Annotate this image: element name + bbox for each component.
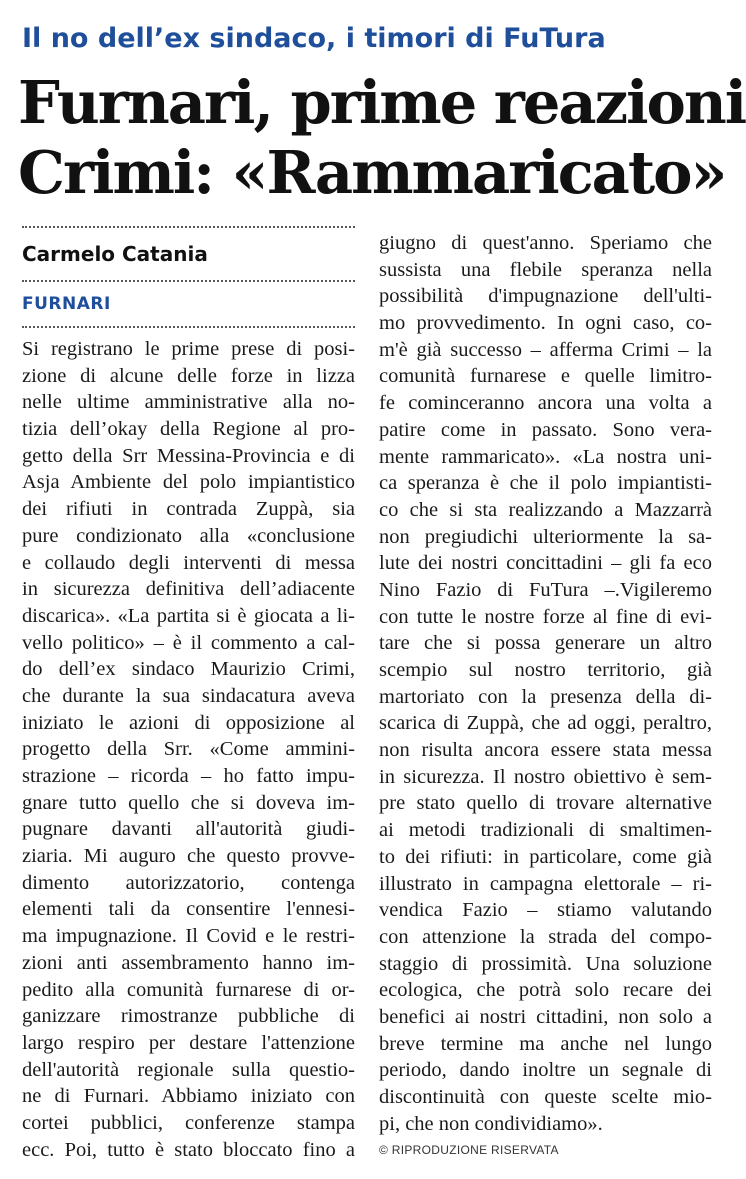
body-line: Asja Ambiente del polo impiantistico bbox=[22, 471, 355, 494]
body-line: nelle ultime amministrative alla no- bbox=[22, 391, 355, 414]
article-body-left bbox=[22, 336, 355, 1163]
body-line: largo respiro per destare l'attenzione bbox=[22, 1031, 355, 1054]
dateline: FURNARI bbox=[22, 294, 111, 314]
body-line: Si registrano le prime prese di posi- bbox=[22, 338, 355, 360]
kicker: Il no dell’ex sindaco, i timori di FuTura bbox=[22, 23, 606, 54]
body-line: pedito alla comunità furnarese di or- bbox=[22, 978, 355, 1001]
body-line: co che si sta realizzando a Mazzarrà bbox=[379, 498, 712, 521]
body-line: vendica Fazio – stiamo valutando bbox=[379, 899, 712, 922]
body-line: cortei pubblici, conferenze stampa bbox=[22, 1111, 355, 1134]
body-line: getto della Srr Messina-Provincia e di bbox=[22, 444, 355, 467]
body-line: pure condizionato alla «conclusione bbox=[22, 524, 355, 547]
body-line: mente rammaricato». «La nostra uni- bbox=[379, 445, 712, 468]
body-line: dimento autorizzatorio, contenga bbox=[22, 871, 355, 894]
body-line: pugnare davanti all'autorità giudi- bbox=[22, 818, 355, 841]
body-line: discontinuità con queste scelte mio- bbox=[379, 1086, 712, 1108]
body-line: sussista una flebile speranza nella bbox=[379, 258, 712, 281]
body-line: breve termine ma anche nel lungo bbox=[379, 1032, 712, 1055]
body-line: giugno di quest'anno. Speriamo che bbox=[379, 232, 712, 254]
dotted-divider bbox=[22, 226, 355, 228]
body-line: discarica». «La partita si è giocata a li- bbox=[22, 604, 355, 627]
body-line: in sicurezza definitiva dell’adiacente bbox=[22, 578, 355, 601]
body-line: tizia dell’okay della Regione al pro- bbox=[22, 418, 355, 441]
body-line: dell'autorità regionale sulla questio- bbox=[22, 1058, 355, 1081]
body-line: elementi tali da consentire l'ennesi- bbox=[22, 898, 355, 921]
body-line: ganizzare rimostranze pubbliche di bbox=[22, 1005, 355, 1028]
body-line: gnare tutto quello che si doveva im- bbox=[22, 791, 355, 814]
body-line: patire come in passato. Sono vera- bbox=[379, 418, 712, 441]
body-line: e collaudo degli interventi di messa bbox=[22, 551, 355, 574]
body-line: ai metodi tradizionali di smaltimen- bbox=[379, 819, 712, 842]
body-line: strazione – ricorda – ho fatto impu- bbox=[22, 765, 355, 787]
body-line: illustrato in campagna elettorale – ri- bbox=[379, 872, 712, 895]
headline bbox=[18, 68, 746, 208]
headline-line-1: Furnari, prime reazioni bbox=[18, 68, 746, 137]
body-line: fe cominceranno ancora una volta a bbox=[379, 392, 712, 415]
body-line: staggio di prossimità. Una soluzione bbox=[379, 952, 712, 975]
body-line: ca speranza è che il polo impiantisti- bbox=[379, 472, 712, 495]
body-line: che durante la sua sindacatura aveva bbox=[22, 684, 355, 707]
article-body-right bbox=[379, 230, 712, 1137]
body-line: m'è già successo – afferma Crimi – la bbox=[379, 338, 712, 361]
body-line: non risulta ancora essere stata messa bbox=[379, 739, 712, 762]
body-line: iniziato le azioni di opposizione al bbox=[22, 711, 355, 734]
body-line: con tutte le nostre forze al fine di evi- bbox=[379, 605, 712, 628]
body-line: zione di alcune delle forze in lizza bbox=[22, 364, 355, 387]
body-line: vello politico» – è il commento a cal- bbox=[22, 631, 355, 654]
body-line: martoriato con la presenza della di- bbox=[379, 685, 712, 708]
body-line: ma impugnazione. Il Covid e le restri- bbox=[22, 925, 355, 948]
headline-line-2: Crimi: «Rammaricato» bbox=[18, 138, 726, 207]
body-line: mo provvedimento. In ogni caso, co- bbox=[379, 312, 712, 335]
body-line: pre stato quello di trovare alternative bbox=[379, 792, 712, 815]
body-line: in sicurezza. Il nostro obiettivo è sem- bbox=[379, 765, 712, 788]
body-line: lute dei nostri concittadini – gli fa eco bbox=[379, 552, 712, 575]
dotted-divider bbox=[22, 326, 355, 328]
body-line: Nino Fazio di FuTura –.Vigileremo bbox=[379, 578, 712, 601]
body-line: to dei rifiuti: in particolare, come già bbox=[379, 845, 712, 868]
body-line: comunità furnarese e quelle limitro- bbox=[379, 365, 712, 388]
body-line: ecologica, che potrà solo recare dei bbox=[379, 979, 712, 1002]
body-line: pi, che non condividiamo». bbox=[379, 1112, 603, 1135]
body-line: con attenzione la strada del compo- bbox=[379, 925, 712, 948]
body-line: possibilità d'impugnazione dell'ulti- bbox=[379, 285, 712, 308]
left-column bbox=[22, 226, 355, 1163]
body-line: scarica di Zuppà, che ad oggi, peraltro, bbox=[379, 712, 712, 735]
body-line: benefici ai nostri cittadini, non solo a bbox=[379, 1005, 712, 1028]
copyright-notice: © RIPRODUZIONE RISERVATA bbox=[379, 1143, 559, 1158]
right-column bbox=[379, 230, 712, 1159]
body-line: dei rifiuti in contrada Zuppà, sia bbox=[22, 498, 355, 521]
body-line: progetto della Srr. «Come ammini- bbox=[22, 738, 355, 761]
body-line: tare che si possa generare un altro bbox=[379, 632, 712, 655]
body-line: ziaria. Mi auguro che questo provve- bbox=[22, 845, 355, 868]
body-line: ecc. Poi, tutto è stato bloccato fino a bbox=[22, 1138, 355, 1161]
body-line: do dell’ex sindaco Maurizio Crimi, bbox=[22, 658, 355, 681]
body-line: ne di Furnari. Abbiamo iniziato con bbox=[22, 1085, 355, 1108]
body-line: periodo, dando inoltre un segnale di bbox=[379, 1059, 712, 1082]
body-line: zioni anti assembramento hanno im- bbox=[22, 951, 355, 974]
author-byline: Carmelo Catania bbox=[22, 242, 208, 266]
body-line: scempio sul nostro territorio, già bbox=[379, 659, 712, 681]
body-line: non pregiudichi ulteriormente la sa- bbox=[379, 525, 712, 548]
dotted-divider bbox=[22, 280, 355, 282]
